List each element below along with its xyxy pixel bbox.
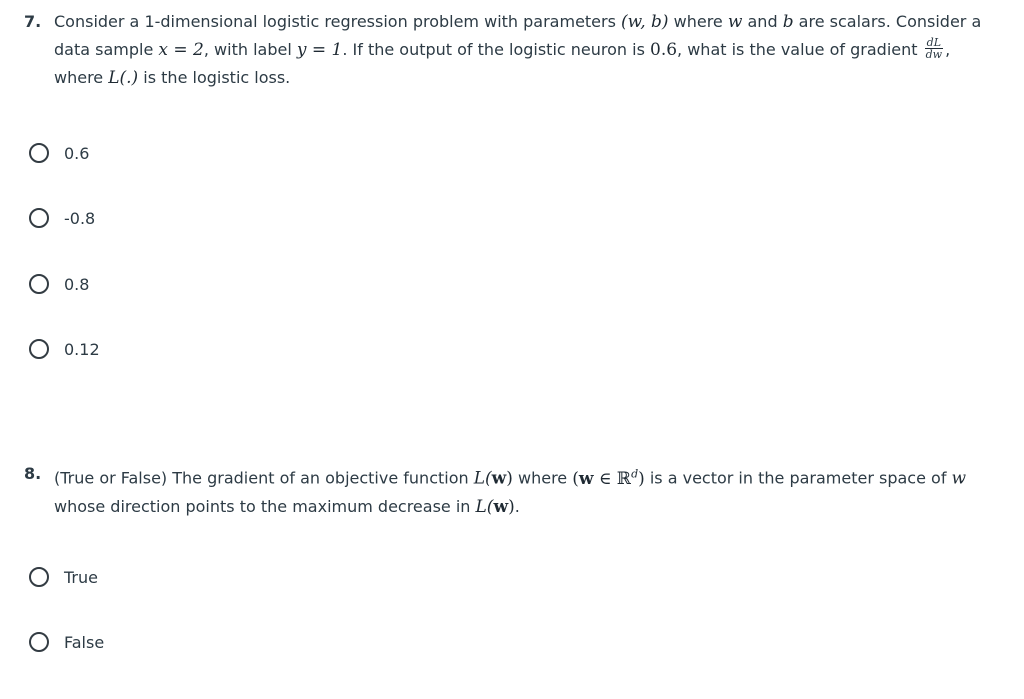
radio-button[interactable] (29, 208, 49, 228)
option-label: True (64, 567, 98, 587)
math-w: w (727, 12, 743, 32)
question-7-line-1: Consider a 1-dimensional logistic regression problem with parameters (w, b) where w and b are scalars. Consider a (54, 12, 982, 32)
radio-button[interactable] (29, 567, 49, 587)
question-8-line-1: (True or False) The gradient of an objective function L(w) where (w ∈ ℝ$^d$) is a vector in the parameter space of w (54, 467, 967, 489)
question-number: 8. (24, 464, 42, 483)
math-x-value: x = 2 (158, 40, 204, 60)
math-output-value: 0.6 (650, 40, 678, 60)
question-8-line-2: whose direction points to the maximum decrease in L(w). (54, 496, 520, 517)
gradient-fraction: $\frac{dL}{dw}$ (925, 36, 943, 61)
option-false[interactable] (29, 628, 329, 656)
math-y-value: y = 1 (296, 40, 343, 60)
question-number: 7. (24, 12, 42, 31)
radio-button[interactable] (29, 632, 49, 652)
math-params: (w, b) (621, 12, 669, 32)
question-8 (24, 460, 999, 521)
question-7-line-3: where L(.) is the logistic loss. (54, 68, 291, 88)
math-loss: L(.) (108, 68, 139, 88)
option-neg-0-8[interactable] (29, 204, 329, 232)
math-b: b (782, 12, 794, 32)
radio-button[interactable] (29, 143, 49, 163)
option-label: 0.6 (64, 143, 90, 163)
question-7 (24, 8, 999, 92)
option-0-6[interactable] (29, 139, 329, 167)
option-label: False (64, 632, 105, 652)
option-0-8[interactable] (29, 270, 329, 298)
option-label: 0.12 (64, 339, 100, 359)
math-objective: L(w) (475, 496, 515, 517)
radio-button[interactable] (29, 274, 49, 294)
option-0-12[interactable] (29, 335, 329, 363)
question-8-text (24, 460, 999, 521)
radio-button[interactable] (29, 339, 49, 359)
math-objective: L(w) (473, 468, 513, 489)
option-label: 0.8 (64, 274, 90, 294)
math-domain: (w ∈ ℝ$^d$) (572, 467, 645, 489)
math-w-bold: w (951, 468, 967, 489)
option-true[interactable] (29, 563, 329, 591)
question-7-text (24, 8, 999, 92)
question-7-line-2: data sample x = 2, with label y = 1. If the output of the logistic neuron is 0.6, what is the value of gradient $\frac{dL}{dw}$ , (54, 36, 951, 61)
option-label: -0.8 (64, 208, 96, 228)
